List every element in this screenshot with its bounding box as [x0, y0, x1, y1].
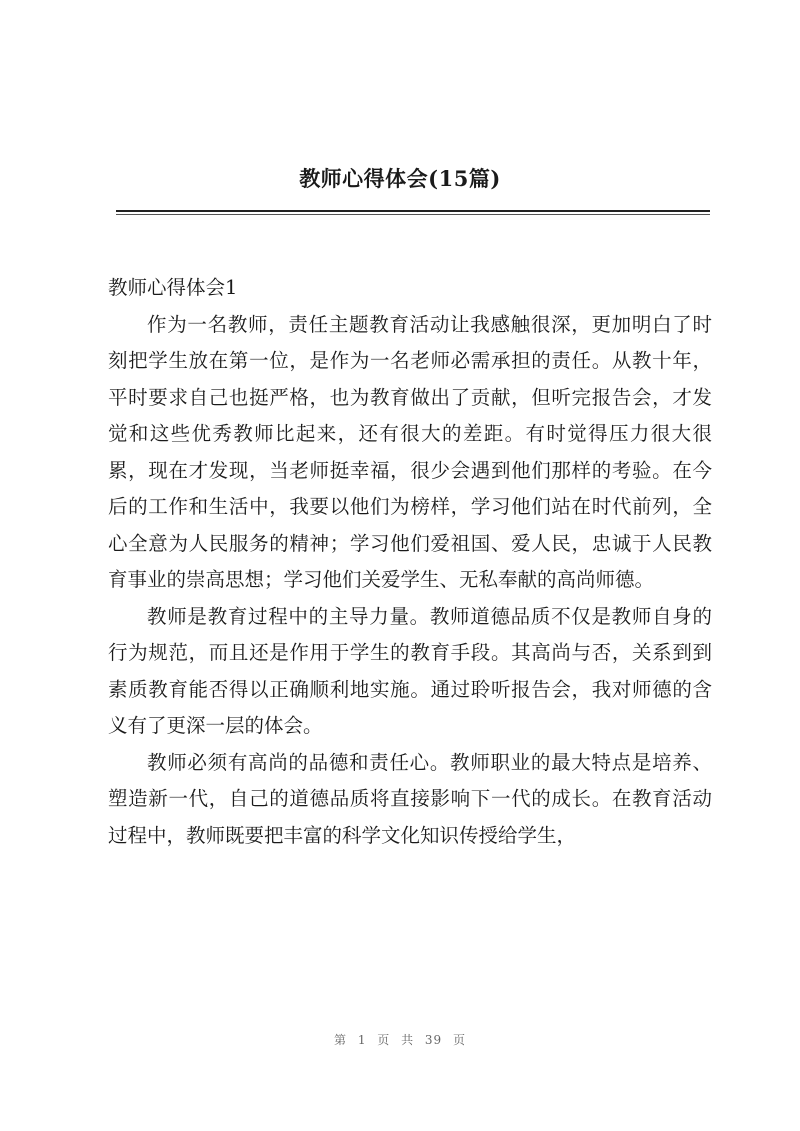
paragraph-1: 作为一名教师，责任主题教育活动让我感触很深，更加明白了时刻把学生放在第一位，是作为一名老师必需承担的责任。从教十年，平时要求自己也挺严格，也为教育做出了贡献，但听完报告会，才发觉和这些优秀教师比起来，还有很大的差距。有时觉得压力很大很累，现在才发现，当老师挺幸福，很少会遇到他们那样的考验。在今后的工作和生活中，我要以他们为榜样，学习他们站在时代前列，全心全意为人民服务的精神；学习他们爱祖国、爱人民，忠诚于人民教育事业的崇高思想；学习他们关爱学生、无私奉献的高尚师德。: [108, 312, 712, 591]
page-number-footer: 第 1 页 共 39 页: [334, 1033, 466, 1047]
document-title: 教师心得体会(15篇): [299, 166, 501, 191]
title-underline-thin: [116, 214, 710, 215]
paragraph-2: 教师是教育过程中的主导力量。教师道德品质不仅是教师自身的行为规范，而且还是作用于学生的教育手段。其高尚与否，关系到到素质教育能否得以正确顺利地实施。通过聆听报告会，我对师德的含义有了更深一层的体会。: [108, 604, 712, 737]
document-body: [108, 270, 712, 854]
paragraph-3: 教师必须有高尚的品德和责任心。教师职业的最大特点是培养、塑造新一代，自己的道德品质将直接影响下一代的成长。在教育活动过程中，教师既要把丰富的科学文化知识传授给学生，: [108, 750, 712, 847]
section-heading: 教师心得体会1: [108, 276, 238, 299]
title-underline: [116, 210, 710, 212]
